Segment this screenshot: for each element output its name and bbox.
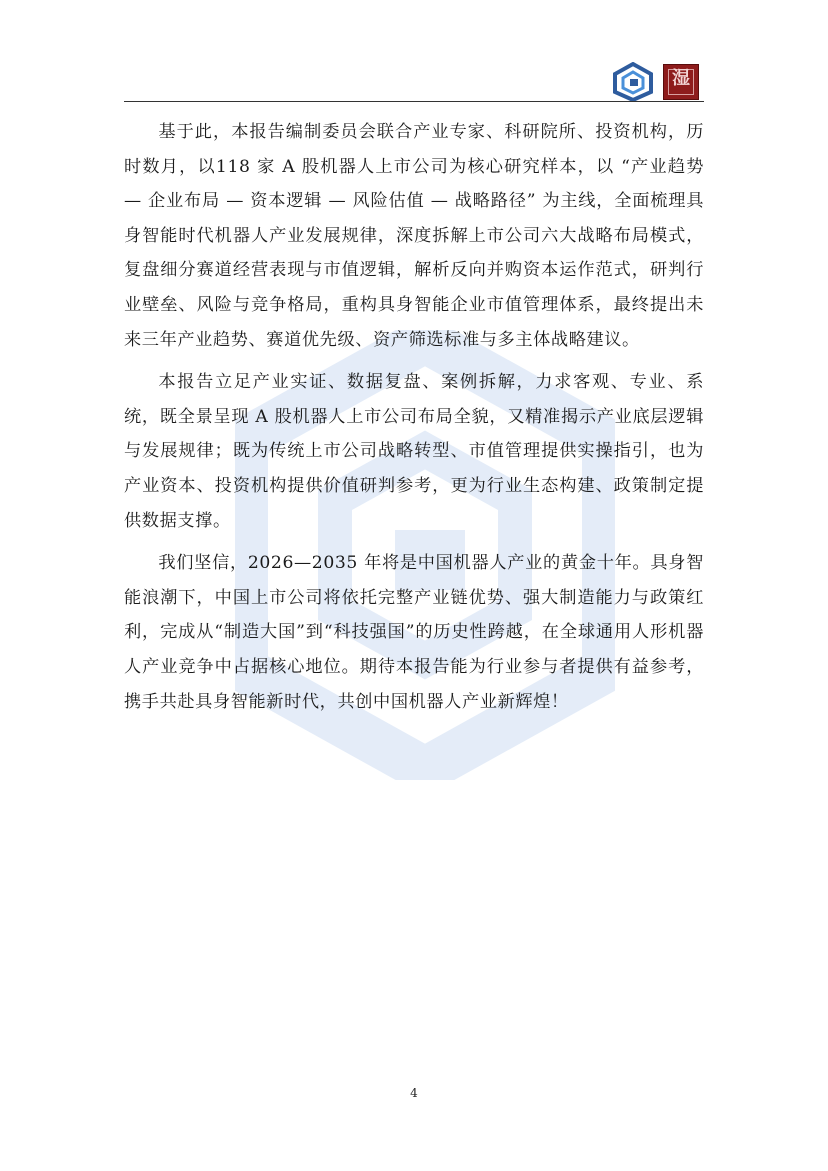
cube-logo-icon (611, 62, 655, 102)
page-number: 4 (410, 1086, 418, 1100)
seal-character: 湿 (672, 68, 690, 89)
red-seal-logo-icon (663, 64, 699, 100)
paragraph: 我们坚信，2026—2035 年将是中国机器人产业的黄金十年。具身智能浪潮下，中国上市公司将依托完整产业链优势、强大制造能力与政策红利，完成从“制造大国”到“科技强国”的历史性跨越，在全球通用人形机器人产业竞争中占据核心地位。期待本报告能为行业参与者提供有益参考，携手共赴具身智能新时代，共创中国机器人产业新辉煌！ (124, 553, 704, 712)
header-rule (124, 101, 704, 102)
header-logos (611, 62, 703, 102)
paragraph: 基于此，本报告编制委员会联合产业专家、科研院所、投资机构，历时数月，以118 家 A 股机器人上市公司为核心研究样本，以 “产业趋势 — 企业布局 — 资本逻辑 — 风险估值 — 战略路径” 为主线，全面梳理具身智能时代机器人产业发展规律，深度拆解上市公司六大战略布局模式，复盘细分赛道经营表现与市值逻辑，解析反向并购资本运作范式，研判行业壁垒、风险与竞争格局，重构具身智能企业市值管理体系，最终提出未来三年产业趋势、赛道优先级、资产筛选标准与多主体战略建议。 (124, 122, 704, 350)
body-text (124, 115, 704, 719)
paragraph: 本报告立足产业实证、数据复盘、案例拆解，力求客观、专业、系统，既全景呈现 A 股机器人上市公司布局全貌，又精准揭示产业底层逻辑与发展规律；既为传统上市公司战略转型、市值管理提供实操指引，也为产业资本、投资机构提供价值研判参考，更为行业生态构建、政策制定提供数据支撑。 (124, 372, 704, 531)
